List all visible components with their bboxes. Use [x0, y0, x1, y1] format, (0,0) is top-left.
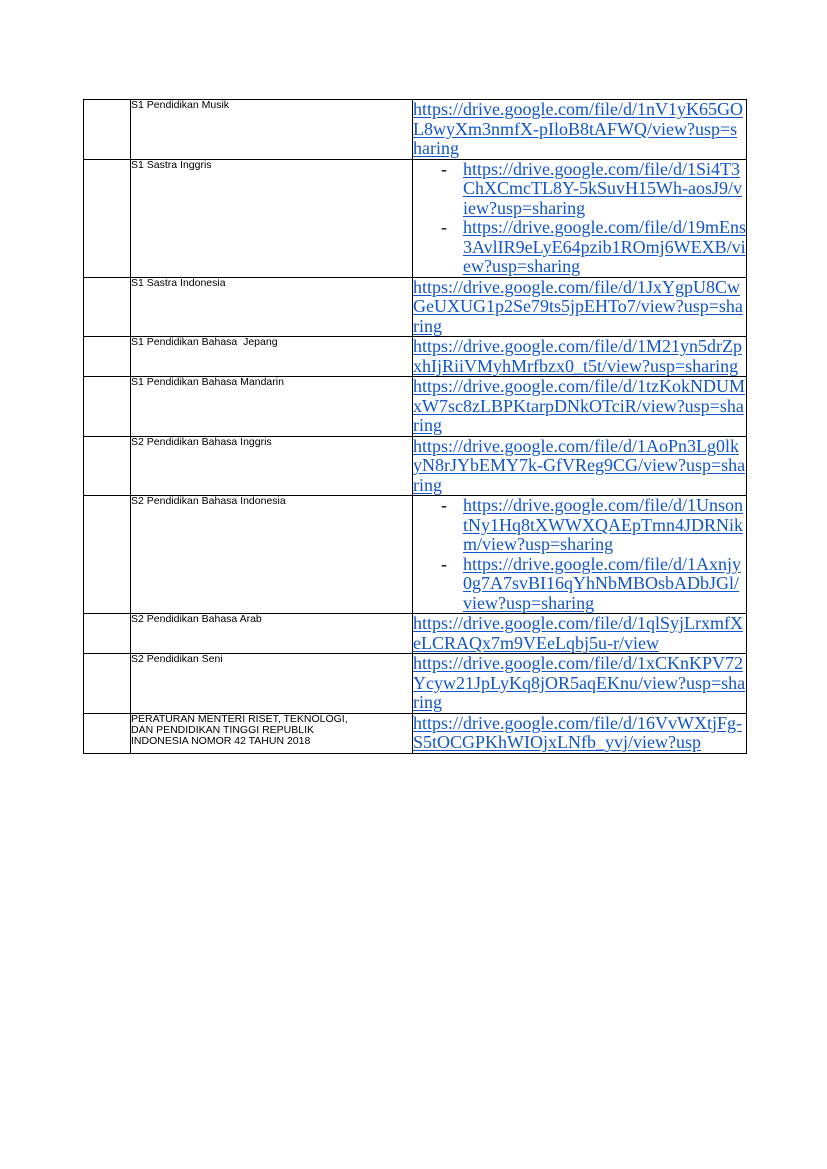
program-name: S1 Pendidikan Bahasa Mandarin — [131, 376, 284, 388]
program-name: S2 Pendidikan Bahasa Indonesia — [131, 495, 286, 507]
link-cell — [413, 159, 747, 277]
program-name: S2 Pendidikan Bahasa Inggris — [131, 435, 272, 448]
number-cell — [84, 614, 131, 654]
dash-bullet-icon: - — [441, 495, 447, 515]
table-row — [84, 159, 747, 277]
link-cell — [413, 654, 747, 714]
drive-link[interactable]: https://drive.google.com/file/d/1xCKnKPV72Ycyw21JpLyKq8jOR5aqEKnu/view?usp=sharing — [413, 653, 746, 712]
drive-link[interactable]: https://drive.google.com/file/d/1AoPn3Lg0lkyN8rJYbEMY7k-GfVReg9CG/view?usp=sharing — [413, 435, 746, 495]
table-row — [84, 614, 747, 654]
program-name: S1 Pendidikan Musik — [131, 99, 230, 111]
program-cell — [131, 377, 413, 437]
link-cell — [413, 436, 747, 496]
table-row — [84, 654, 747, 714]
program-cell — [131, 100, 413, 160]
dash-bullet-icon: - — [441, 553, 447, 574]
drive-link[interactable]: https://drive.google.com/file/d/1UnsontNy1Hq8tXWWXQAEpTmn4JDRNikm/view?usp=sharing — [463, 495, 743, 554]
drive-link[interactable]: https://drive.google.com/file/d/1nV1yK65GOL8wyXm3nmfX-pIloB8tAFWQ/view?usp=sharing — [413, 99, 743, 158]
drive-link[interactable]: https://drive.google.com/file/d/16VvWXtjFg-S5tOCGPKhWIOjxLNfb_yvj/view?usp — [413, 712, 742, 752]
program-cell — [131, 277, 413, 337]
link-list-item — [413, 160, 746, 219]
program-cell — [131, 614, 413, 654]
drive-link[interactable]: https://drive.google.com/file/d/1tzKokNDUMxW7sc8zLBPKtarpDNkOTciR/view?usp=sharing — [413, 376, 745, 435]
link-list — [413, 496, 746, 613]
program-name: S1 Pendidikan Bahasa Jepang — [131, 336, 278, 348]
program-cell — [131, 654, 413, 714]
program-name: S2 Pendidikan Seni — [131, 653, 223, 665]
regulation-line: INDONESIA NOMOR 42 TAHUN 2018 — [131, 734, 311, 747]
dash-bullet-icon: - — [441, 158, 447, 179]
link-cell — [413, 496, 747, 614]
number-cell — [84, 100, 131, 160]
drive-link[interactable]: https://drive.google.com/file/d/1M21yn5drZpxhIjRiiVMyhMrfbzx0_t5t/view?usp=sharing — [413, 336, 742, 376]
link-cell — [413, 337, 747, 377]
link-cell — [413, 713, 747, 753]
link-list-item — [413, 555, 746, 614]
table-row — [84, 100, 747, 160]
table-row — [84, 436, 747, 496]
link-list-item — [413, 496, 746, 555]
table-row — [84, 713, 747, 753]
program-name: S2 Pendidikan Bahasa Arab — [131, 613, 262, 625]
number-cell — [84, 377, 131, 437]
drive-link[interactable]: https://drive.google.com/file/d/1JxYgpU8CwGeUXUG1p2Se79ts5jpEHTo7/view?usp=sharing — [413, 276, 743, 336]
number-cell — [84, 159, 131, 277]
table-row — [84, 337, 747, 377]
number-cell — [84, 654, 131, 714]
table-row — [84, 496, 747, 614]
number-cell — [84, 713, 131, 753]
regulation-line: PERATURAN MENTERI RISET, TEKNOLOGI, — [131, 712, 348, 725]
link-cell — [413, 377, 747, 437]
drive-link[interactable]: https://drive.google.com/file/d/1qlSyjLrxmfXeLCRAQx7m9VEeLqbj5u-r/view — [413, 613, 743, 653]
program-cell — [131, 436, 413, 496]
number-cell — [84, 496, 131, 614]
table-row — [84, 377, 747, 437]
table-row — [84, 277, 747, 337]
number-cell — [84, 277, 131, 337]
program-cell — [131, 337, 413, 377]
drive-link[interactable]: https://drive.google.com/file/d/1Axnjy0g7A7svBI16qYhNbMBOsbADbJGl/view?usp=sharing — [463, 553, 741, 613]
program-cell — [131, 159, 413, 277]
number-cell — [84, 337, 131, 377]
link-cell — [413, 100, 747, 160]
drive-link[interactable]: https://drive.google.com/file/d/1Si4T3ChXCmcTL8Y-5kSuvH15Wh-aosJ9/view?usp=sharing — [463, 158, 742, 218]
link-list — [413, 160, 746, 277]
link-cell — [413, 614, 747, 654]
drive-link[interactable]: https://drive.google.com/file/d/19mEns3AvlIR9eLyE64pzib1ROmj6WEXB/view?usp=sharing — [463, 217, 746, 276]
program-cell — [131, 713, 413, 753]
program-cell — [131, 496, 413, 614]
dash-bullet-icon: - — [441, 217, 447, 237]
number-cell — [84, 436, 131, 496]
regulation-line: DAN PENDIDIKAN TINGGI REPUBLIK — [131, 723, 315, 736]
link-cell — [413, 277, 747, 337]
document-table — [83, 99, 747, 754]
program-name: S1 Sastra Indonesia — [131, 276, 226, 289]
program-name: S1 Sastra Inggris — [131, 158, 212, 171]
link-list-item — [413, 218, 746, 277]
